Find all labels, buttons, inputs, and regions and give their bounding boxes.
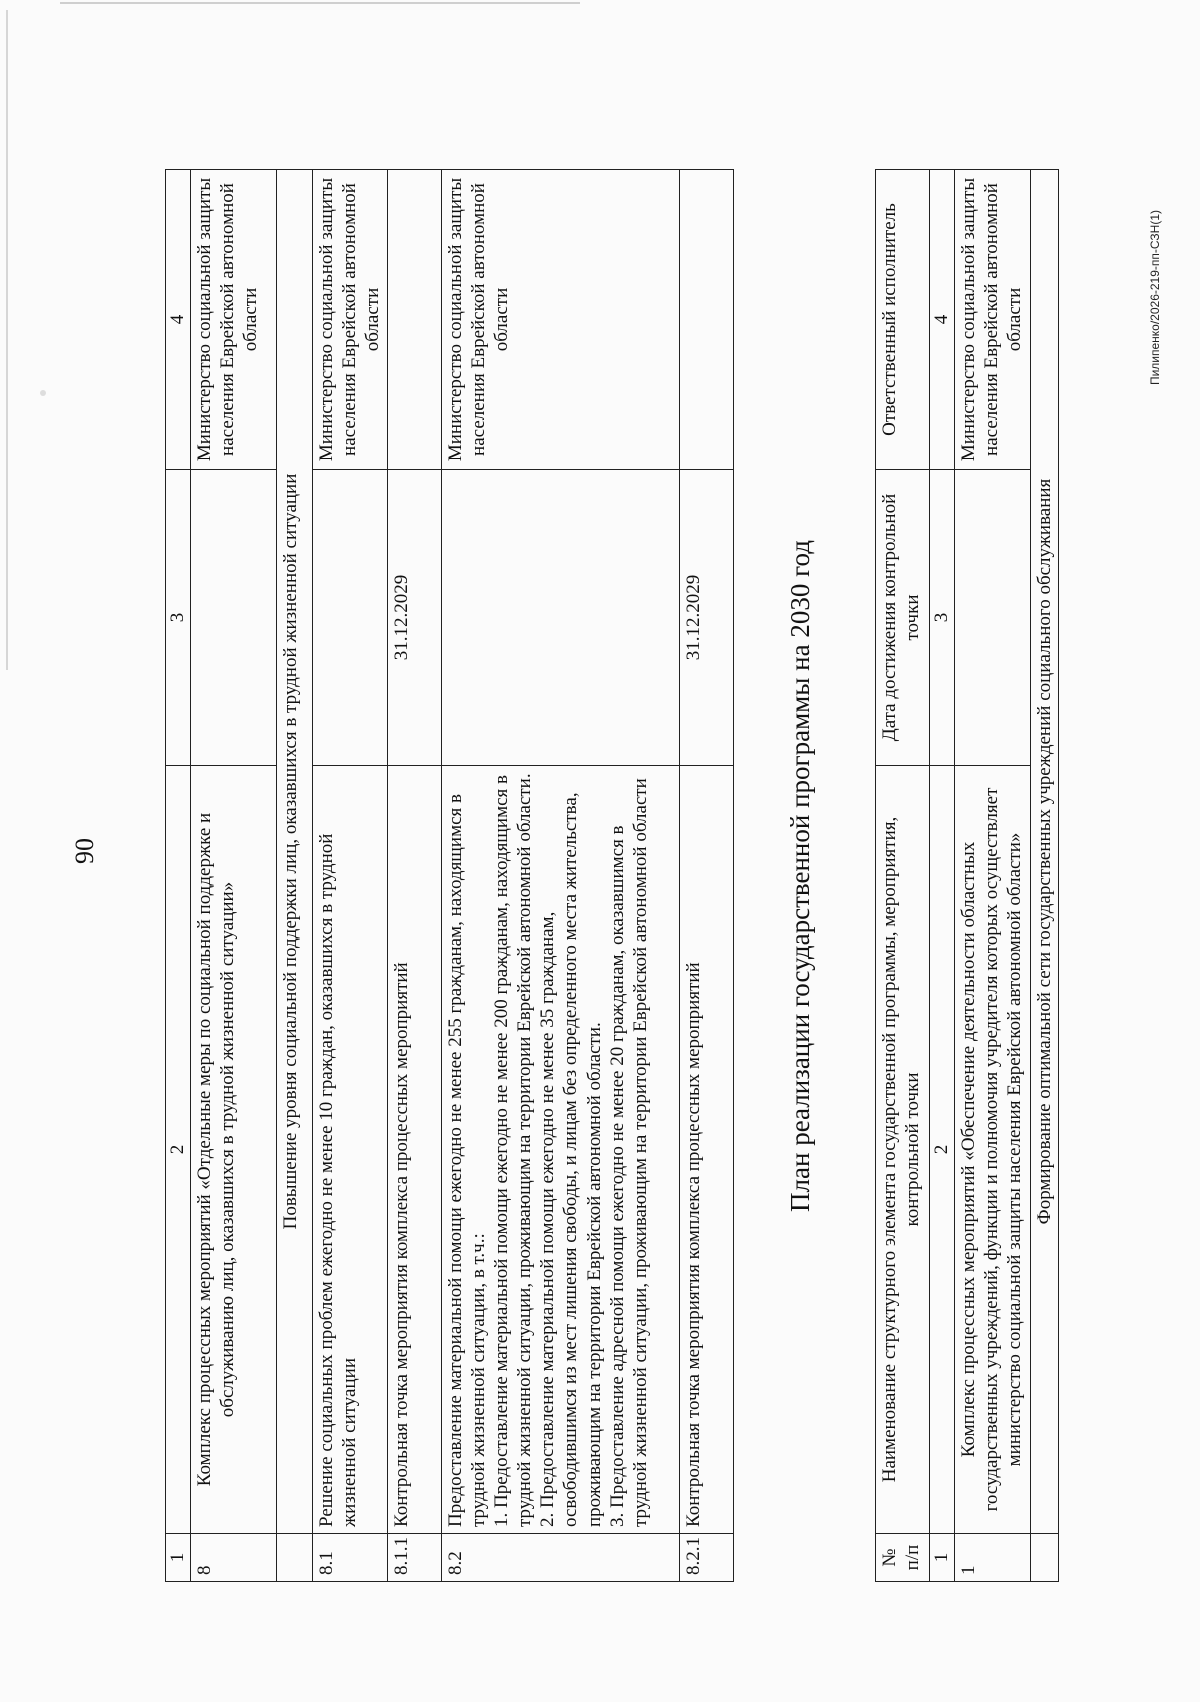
row-number: 8.1.1 — [387, 1534, 441, 1582]
row-date — [441, 470, 679, 766]
row-executor: Министерство социальной защиты населения Еврейской автономной области — [955, 170, 1031, 470]
table-row — [191, 170, 277, 1582]
document-code: Пилипенко/2026-219-пп-СЗН(1) — [1148, 210, 1162, 386]
row-name: Комплекс процессных мероприятий «Отдельные меры по социальной поддержке и обслуживанию лиц, оказавшихся в трудной жизненной ситуации» — [191, 766, 277, 1534]
header-row — [876, 170, 930, 1582]
col-number: 2 — [166, 766, 191, 1534]
row-date — [313, 470, 388, 766]
col-number: 3 — [166, 470, 191, 766]
row-executor: Министерство социальной защиты населения Еврейской автономной области — [313, 170, 388, 470]
row-name: Комплекс процессных мероприятий «Обеспечение деятельности областных государственных учреждений, функции и полномочия учредителя которых осуществляет министерство социальной защиты населения Еврейской автономной области» — [955, 766, 1031, 1534]
col-number: 1 — [930, 1534, 955, 1582]
row-number: 8.1 — [313, 1534, 388, 1582]
section-spacer — [277, 1534, 313, 1582]
page-number: 90 — [70, 838, 99, 864]
row-executor — [679, 170, 733, 470]
header-name: Наименование структурного элемента государственной программы, мероприятия, контрольной точки — [876, 766, 930, 1534]
col-number: 1 — [166, 1534, 191, 1582]
section-spacer — [1031, 1534, 1059, 1582]
row-executor — [387, 170, 441, 470]
row-number: 8.2.1 — [679, 1534, 733, 1582]
row-date: 31.12.2029 — [679, 470, 733, 766]
row-date — [191, 470, 277, 766]
row-number: 8.2 — [441, 1534, 679, 1582]
header-number: № п/п — [876, 1534, 930, 1582]
col-number: 4 — [166, 170, 191, 470]
plan-2030-table — [875, 169, 1059, 1582]
row-number: 8 — [191, 1534, 277, 1582]
column-number-row — [930, 170, 955, 1582]
section-title: Повышение уровня социальной поддержки лиц, оказавшихся в трудной жизненной ситуации — [277, 170, 313, 1534]
row-number: 1 — [955, 1534, 1031, 1582]
header-date: Дата достижения контрольной точки — [876, 470, 930, 766]
row-date: 31.12.2029 — [387, 470, 441, 766]
column-number-row — [166, 170, 191, 1582]
row-name: Решение социальных проблем ежегодно не менее 10 граждан, оказавшихся в трудной жизненной ситуации — [313, 766, 388, 1534]
table-row — [679, 170, 733, 1582]
table-row — [441, 170, 679, 1582]
row-name: Контрольная точка мероприятия комплекса процессных мероприятий — [387, 766, 441, 1534]
section-row — [1031, 170, 1059, 1582]
section-title: Формирование оптимальной сети государственных учреждений социального обслуживания — [1031, 170, 1059, 1534]
table-row — [313, 170, 388, 1582]
col-number: 2 — [930, 766, 955, 1534]
section-row — [277, 170, 313, 1582]
row-name: Предоставление материальной помощи ежегодно не менее 255 гражданам, находящимся в трудной жизненной ситуации, в т.ч.: 1. Предоставление материальной помощи ежегодно не менее 200 гражданам, находящимся в трудной жизненной ситуации, проживающим на территории Еврейской автономной области. 2. Предоставление материальной помощи ежегодно не менее 35 гражданам, освободившимся из мест лишения свободы, и лицам без определенного места жительства, проживающим на территории Еврейской автономной области. 3. Предоставление адресной помощи ежегодно не менее 20 гражданам, оказавшимся в трудной жизненной ситуации, проживающим на территории Еврейской автономной области — [441, 766, 679, 1534]
col-number: 4 — [930, 170, 955, 470]
plan-title: План реализации государственной программы на 2030 год — [785, 540, 815, 1212]
row-executor: Министерство социальной защиты населения Еврейской автономной области — [191, 170, 277, 470]
col-number: 3 — [930, 470, 955, 766]
header-executor: Ответственный исполнитель — [876, 170, 930, 470]
row-date — [955, 470, 1031, 766]
program-table-continued — [165, 169, 734, 1582]
row-executor: Министерство социальной защиты населения Еврейской автономной области — [441, 170, 679, 470]
row-name: Контрольная точка мероприятия комплекса процессных мероприятий — [679, 766, 733, 1534]
table-row — [387, 170, 441, 1582]
table-row — [955, 170, 1031, 1582]
